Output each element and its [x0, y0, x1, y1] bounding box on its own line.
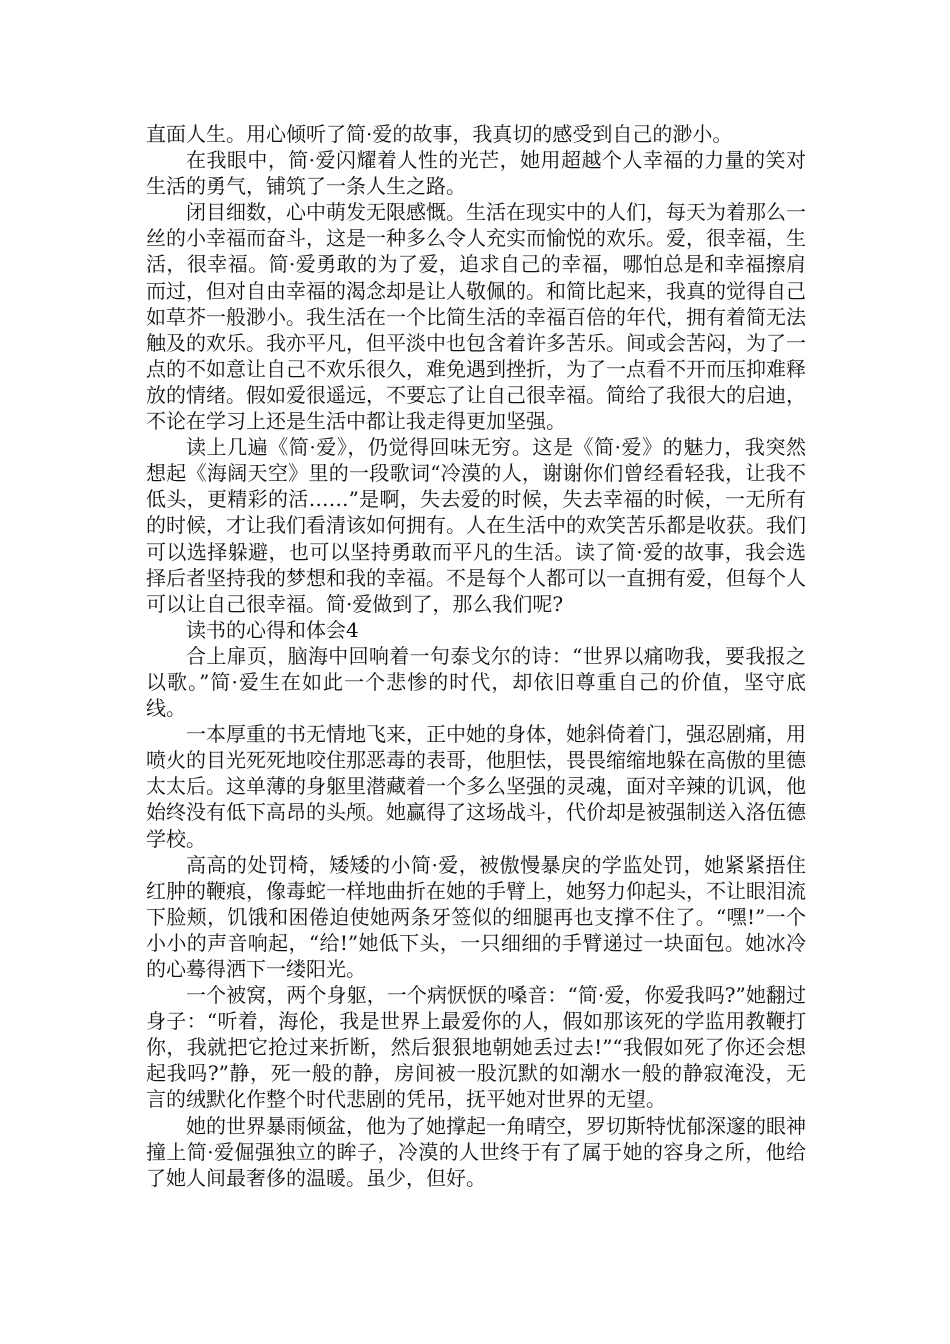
paragraph: 读上几遍《简·爱》，仍觉得回味无穷。这是《简·爱》的魅力，我突然想起《海阔天空》里的一段歌词“冷漠的人，谢谢你们曾经看轻我，让我不低头，更精彩的活……”是啊，失去爱的时候，失去幸福的时候，一无所有的时候，才让我们看清该如何拥有。人在生活中的欢笑苦乐都是收获。我们可以选择躲避，也可以坚持勇敢而平凡的生活。读了简·爱的故事，我会选择后者坚持我的梦想和我的幸福。不是每个人都可以一直拥有爱，但每个人可以让自己很幸福。简·爱做到了，那么我们呢? [146, 435, 806, 616]
paragraph: 在我眼中，简·爱闪耀着人性的光芒，她用超越个人幸福的力量的笑对生活的勇气，铺筑了一条人生之路。 [146, 148, 806, 199]
paragraph: 闭目细数，心中萌发无限感慨。生活在现实中的人们，每天为着那么一丝的小幸福而奋斗，这是一种多么令人充实而愉悦的欢乐。爱，很幸福，生活，很幸福。简·爱勇敢的为了爱，追求自己的幸福，哪怕总是和幸福擦肩而过，但对自由幸福的渴念却是让人敬佩的。和简比起来，我真的觉得自己如草芥一般渺小。我生活在一个比简生活的幸福百倍的年代，拥有着简无法触及的欢乐。我亦平凡，但平淡中也包含着许多苦乐。间或会苦闷，为了一点的不如意让自己不欢乐很久，难免遇到挫折，为了一点看不开而压抑难释放的情绪。假如爱很遥远，不要忘了让自己很幸福。简给了我很大的启迪，不论在学习上还是生活中都让我走得更加坚强。 [146, 200, 806, 434]
paragraph: 高高的处罚椅，矮矮的小简·爱，被傲慢暴戾的学监处罚，她紧紧捂住红肿的鞭痕，像毒蛇一样地曲折在她的手臂上，她努力仰起头，不让眼泪流下脸颊，饥饿和困倦迫使她两条牙签似的细腿再也支撑不住了。“嘿!”一个小小的声音响起，“给!”她低下头，一只细细的手臂递过一块面包。她冰冷的心蓦得洒下一缕阳光。 [146, 852, 806, 981]
body-text [146, 121, 806, 1191]
section-heading: 读书的心得和体会4 [186, 617, 359, 642]
paragraph-continuation: 直面人生。用心倾听了简·爱的故事，我真切的感受到自己的渺小。 [146, 122, 733, 146]
paragraph: 她的世界暴雨倾盆，他为了她撑起一角晴空，罗切斯特忧郁深邃的眼神撞上简·爱倔强独立的眸子，冷漠的人世终于有了属于她的容身之所，他给了她人间最奢侈的温暖。虽少，但好。 [146, 1113, 806, 1190]
paragraph: 合上扉页，脑海中回响着一句泰戈尔的诗：“世界以痛吻我，要我报之以歌。”简·爱生在如此一个悲惨的时代，却依旧尊重自己的价值，坚守底线。 [146, 643, 806, 721]
paragraph: 一个被窝，两个身躯，一个病恹恹的嗓音：“简·爱，你爱我吗?”她翻过身子：“听着，海伦，我是世界上最爱你的人，假如那该死的学监用教鞭打你，我就把它抢过来折断，然后狠狠地朝她丢过去!”“我假如死了你还会想起我吗?”静，死一般的静，房间被一股沉默的如潮水一般的静寂淹没，无言的绒默化作整个时代悲剧的凭吊，抚平她对世界的无望。 [146, 983, 806, 1112]
paragraph: 一本厚重的书无情地飞来，正中她的身体，她斜倚着门，强忍剧痛，用喷火的目光死死地咬住那恶毒的表哥，他胆怯，畏畏缩缩地躲在高傲的里德太太后。这单薄的身躯里潜藏着一个多么坚强的灵魂，面对辛辣的讥讽，他始终没有低下高昂的头颅。她赢得了这场战斗，代价却是被强制送入洛伍德学校。 [146, 722, 806, 851]
